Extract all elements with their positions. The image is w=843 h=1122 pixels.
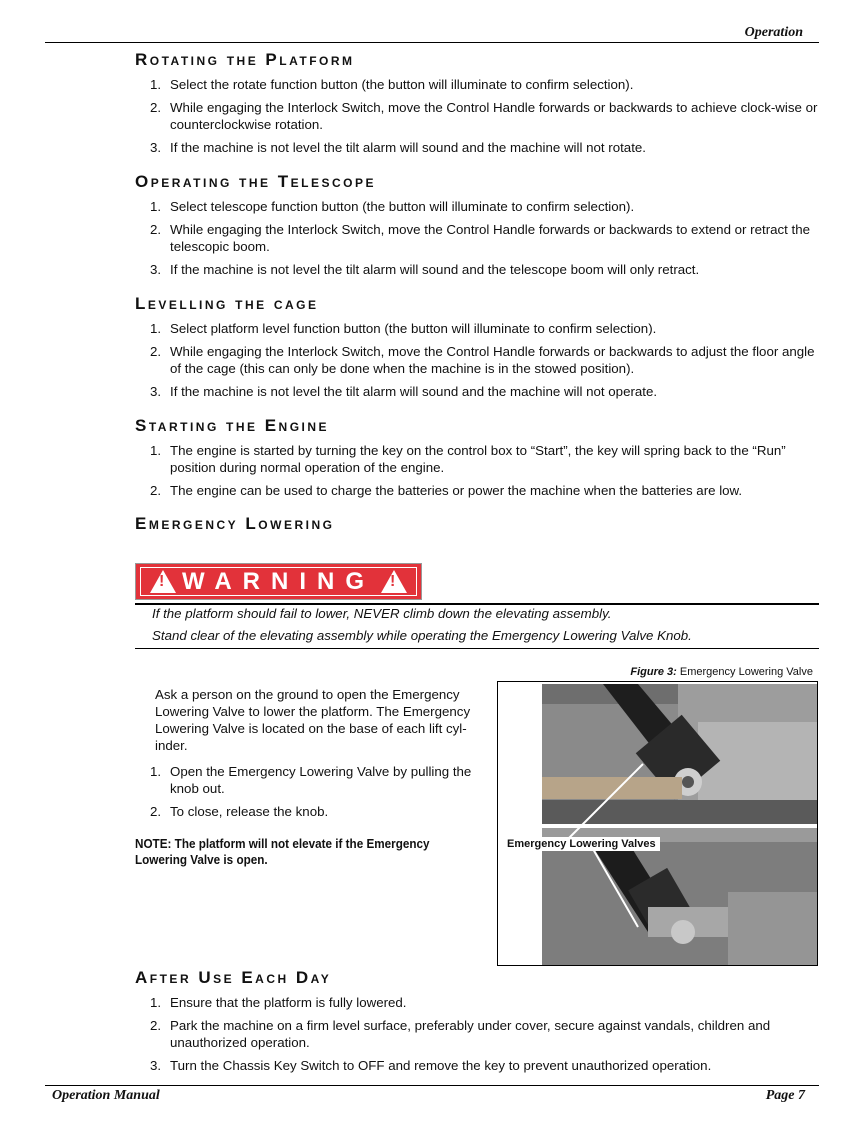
figure-caption — [630, 666, 813, 678]
figure-callout-label: Emergency Lowering Valves — [503, 837, 660, 851]
note-text: The platform will not elevate if the Emergency Lowering Valve is open. — [135, 836, 430, 867]
figure-emergency-lowering-valve — [497, 681, 818, 966]
figure-number: Figure 3: — [630, 666, 677, 678]
warning-triangle-icon — [381, 570, 407, 593]
list-item: 2. While engaging the Interlock Switch, move the Control Handle forwards or backwards to achieve clock-wise or counterclockwise rotation. — [150, 100, 818, 132]
warning-rule-top — [135, 603, 819, 605]
heading-emergency: Emergency Lowering — [135, 514, 335, 533]
levelling-steps — [135, 320, 825, 406]
list-item: 3. If the machine is not level the tilt alarm will sound and the telescope boom will only retract. — [150, 262, 700, 277]
telescope-steps — [135, 198, 825, 284]
warning-line-2: Stand clear of the elevating assembly while operating the Emergency Lowering Valve Knob. — [152, 628, 692, 643]
list-item: 1. Open the Emergency Lowering Valve by pulling the knob out. — [150, 764, 472, 796]
photo-illustration — [498, 682, 817, 965]
list-item: 2. To close, release the knob. — [150, 804, 329, 819]
footer-manual-title: Operation Manual — [52, 1088, 160, 1103]
heading-telescope: Operating the Telescope — [135, 172, 377, 191]
heading-rotating: Rotating the Platform — [135, 50, 355, 69]
list-item: 1. The engine is started by turning the key on the control box to “Start”, the key will spring back to the “Run” position during normal operation of the engine. — [150, 443, 786, 475]
list-item: 1. Select platform level function button (the button will illuminate to confirm selection). — [150, 321, 657, 336]
list-item: 3. Turn the Chassis Key Switch to OFF and remove the key to prevent unauthorized operation. — [150, 1058, 712, 1073]
footer-page-number: Page 7 — [765, 1088, 805, 1103]
warning-triangle-icon — [150, 570, 176, 593]
header-section-label: Operation — [744, 25, 803, 40]
list-item: 1. Select the rotate function button (the button will illuminate to confirm selection). — [150, 77, 634, 92]
list-item: 2. While engaging the Interlock Switch, move the Control Handle forwards or backwards to extend or retract the telescopic boom. — [150, 222, 811, 254]
note-prefix: NOTE: — [135, 836, 172, 851]
heading-engine: Starting the Engine — [135, 416, 330, 435]
warning-label: WARNING — [182, 567, 375, 595]
engine-steps — [135, 442, 825, 505]
heading-after-use: After Use Each Day — [135, 968, 332, 987]
header-rule — [45, 42, 819, 43]
note — [135, 836, 450, 868]
warning-banner — [135, 563, 422, 600]
footer-rule — [45, 1085, 819, 1086]
list-item: 1. Select telescope function button (the button will illuminate to confirm selection). — [150, 199, 635, 214]
list-item: 2. While engaging the Interlock Switch, move the Control Handle forwards or backwards to adjust the floor angle of the cage (this can only be done when the machine is in the stowed position). — [150, 344, 815, 376]
heading-levelling: Levelling the cage — [135, 294, 319, 313]
list-item: 2. Park the machine on a firm level surface, preferably under cover, secure against vandals, children and unauthorized operation. — [150, 1018, 771, 1050]
list-item: 2. The engine can be used to charge the batteries or power the machine when the batteries are low. — [150, 483, 743, 498]
warning-rule-bottom — [135, 648, 819, 649]
list-item: 1. Ensure that the platform is fully lowered. — [150, 995, 407, 1010]
after-use-steps — [135, 994, 825, 1080]
list-item: 3. If the machine is not level the tilt alarm will sound and the machine will not operate. — [150, 384, 658, 399]
figure-caption-text: Emergency Lowering Valve — [679, 666, 813, 678]
emergency-paragraph: Ask a person on the ground to open the Emergency Lowering Valve to lower the platform. The Emergency Lowering Valve is located on the base of each lift cyl-inder. — [155, 687, 471, 753]
list-item: 3. If the machine is not level the tilt alarm will sound and the machine will not rotate. — [150, 140, 646, 155]
warning-line-1: If the platform should fail to lower, NEVER climb down the elevating assembly. — [152, 606, 612, 621]
emergency-steps — [135, 763, 490, 826]
rotating-steps — [135, 76, 825, 162]
